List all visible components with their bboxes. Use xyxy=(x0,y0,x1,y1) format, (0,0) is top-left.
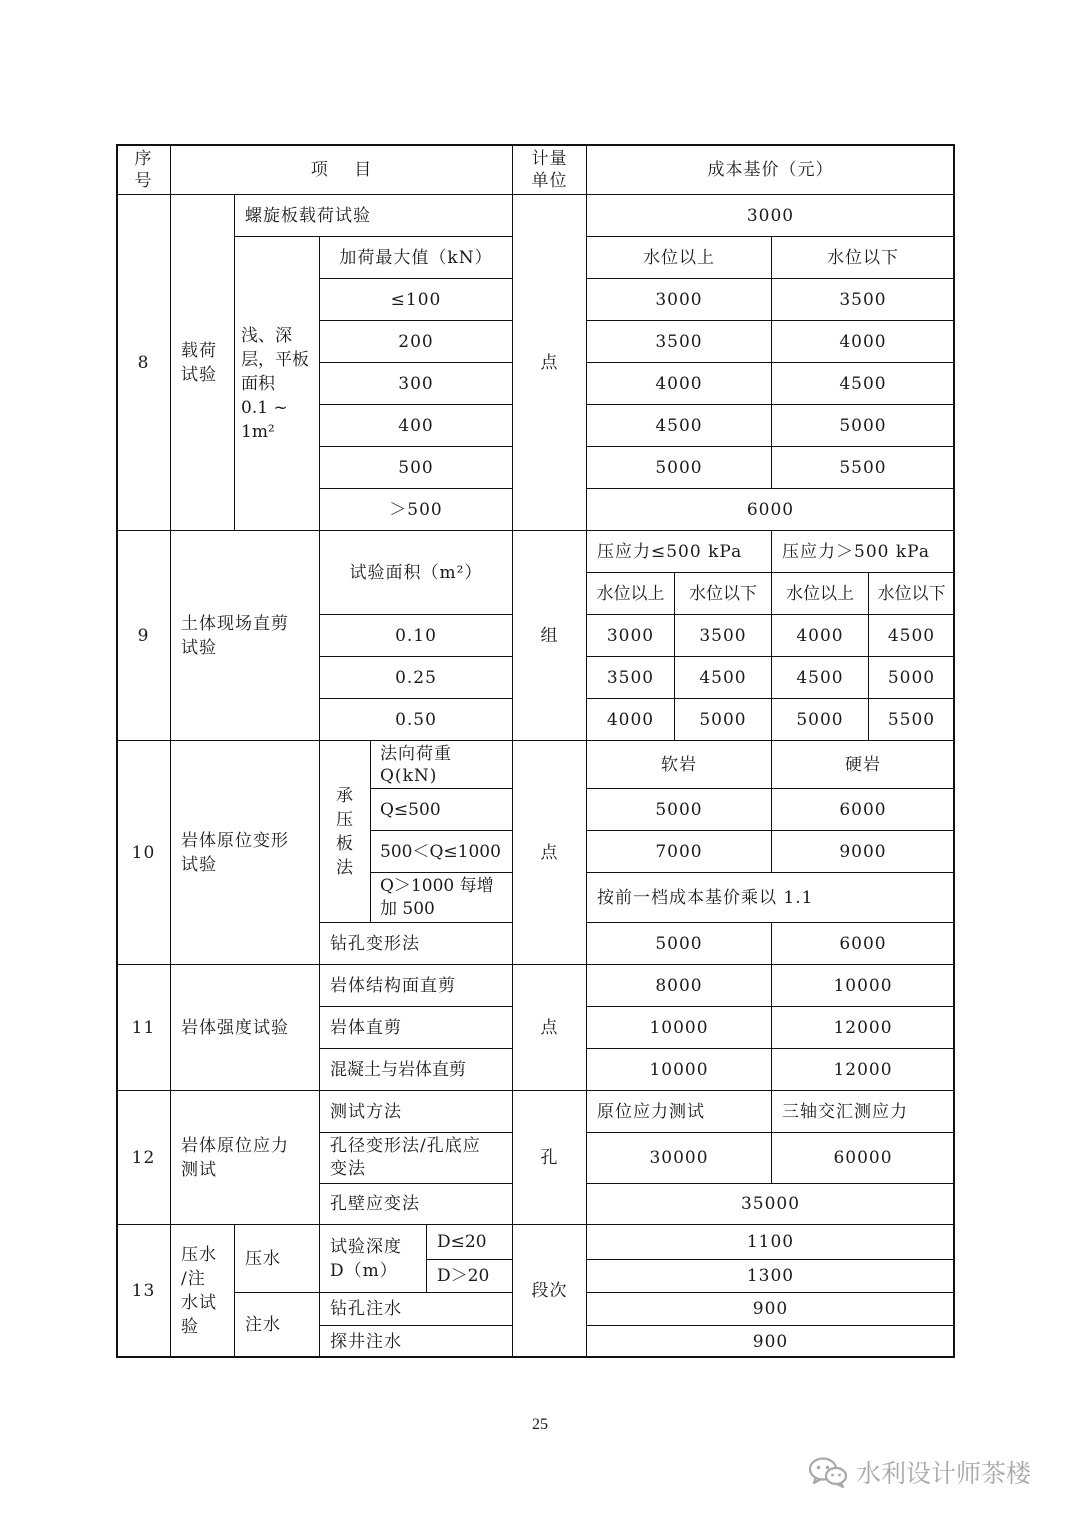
row10-hard-value: 9000 xyxy=(771,830,955,873)
row9-value: 5000 xyxy=(674,698,772,741)
row8-plate-desc: 浅、深 层，平板 面积 0.1 ~ 1m² xyxy=(234,236,320,531)
row12-insitu-value: 30000 xyxy=(586,1132,772,1184)
row9-below-header: 水位以下 xyxy=(868,572,955,615)
row13-depth-header: 试验深度 D（m） xyxy=(319,1224,427,1293)
row8-above-header: 水位以上 xyxy=(586,236,772,279)
row13-price: 900 xyxy=(586,1325,955,1358)
row11-item: 混凝土与岩体直剪 xyxy=(319,1048,513,1091)
row11-value: 12000 xyxy=(771,1048,955,1091)
row9-above-header: 水位以上 xyxy=(586,572,675,615)
row8-below-value: 4000 xyxy=(771,320,955,363)
row11-item: 岩体结构面直剪 xyxy=(319,964,513,1007)
row10-q-range: Q≤500 xyxy=(370,788,513,831)
row10-increment-note: 按前一档成本基价乘以 1.1 xyxy=(586,872,955,923)
row13-category: 压水 /注 水试 验 xyxy=(170,1224,235,1358)
row9-value: 4500 xyxy=(868,614,955,657)
row9-area-header: 试验面积（m²） xyxy=(319,530,513,615)
row11-value: 10000 xyxy=(586,1048,772,1091)
row10-name: 岩体原位变形 试验 xyxy=(170,740,320,965)
row8-load-over: ＞500 xyxy=(319,488,513,531)
row10-q-range: 500＜Q≤1000 xyxy=(370,830,513,873)
row9-value: 3500 xyxy=(674,614,772,657)
page-number: 25 xyxy=(532,1416,548,1433)
row13-price: 1300 xyxy=(586,1259,955,1293)
row9-area: 0.50 xyxy=(319,698,513,741)
row8-load: 500 xyxy=(319,446,513,489)
row13-seq: 13 xyxy=(116,1224,171,1358)
row9-value: 4000 xyxy=(586,698,675,741)
row11-value: 8000 xyxy=(586,964,772,1007)
header-unit: 计量 单位 xyxy=(512,144,587,195)
row9-seq: 9 xyxy=(116,530,171,741)
row8-unit: 点 xyxy=(512,194,587,531)
row13-water-injection: 注水 xyxy=(234,1292,320,1358)
row11-seq: 11 xyxy=(116,964,171,1091)
row8-below-value: 5000 xyxy=(771,404,955,447)
row8-above-value: 5000 xyxy=(586,446,772,489)
row10-soft-value: 5000 xyxy=(586,922,772,965)
row10-unit: 点 xyxy=(512,740,587,965)
row8-below-value: 3500 xyxy=(771,278,955,321)
row9-value: 5500 xyxy=(868,698,955,741)
row10-load-header: 法向荷重 Q(kN) xyxy=(370,740,513,789)
row9-value: 5000 xyxy=(868,656,955,699)
row9-above-header: 水位以上 xyxy=(771,572,869,615)
row9-below-header: 水位以下 xyxy=(674,572,772,615)
row9-unit: 组 xyxy=(512,530,587,741)
row11-name: 岩体强度试验 xyxy=(170,964,320,1091)
row9-area: 0.25 xyxy=(319,656,513,699)
row8-below-value: 4500 xyxy=(771,362,955,405)
watermark-text: 水利设计师茶楼 xyxy=(856,1459,1032,1488)
row10-q-range: Q＞1000 每增 加 500 xyxy=(370,872,513,923)
row12-method: 孔径变形法/孔底应 变法 xyxy=(319,1132,513,1184)
row13-depth-range: D≤20 xyxy=(426,1224,513,1260)
row12-wall-strain-price: 35000 xyxy=(586,1183,955,1225)
row13-pressure-water: 压水 xyxy=(234,1224,320,1293)
row11-value: 10000 xyxy=(586,1006,772,1049)
row8-load: 200 xyxy=(319,320,513,363)
row9-stress-high: 压应力＞500 kPa xyxy=(771,530,955,573)
row11-value: 12000 xyxy=(771,1006,955,1049)
row10-seq: 10 xyxy=(116,740,171,965)
row9-area: 0.10 xyxy=(319,614,513,657)
row13-depth-range: D＞20 xyxy=(426,1259,513,1293)
row10-hard-rock-header: 硬岩 xyxy=(771,740,955,789)
row13-price: 900 xyxy=(586,1292,955,1326)
row8-load: 300 xyxy=(319,362,513,405)
row9-value: 3000 xyxy=(586,614,675,657)
row9-value: 4000 xyxy=(771,614,869,657)
row11-value: 10000 xyxy=(771,964,955,1007)
row11-item: 岩体直剪 xyxy=(319,1006,513,1049)
row9-value: 4500 xyxy=(771,656,869,699)
row8-above-value: 4000 xyxy=(586,362,772,405)
row13-price: 1100 xyxy=(586,1224,955,1260)
row8-category: 载荷 试验 xyxy=(170,194,235,531)
row12-triaxial-value: 60000 xyxy=(771,1132,955,1184)
row8-load: ≤100 xyxy=(319,278,513,321)
row9-value: 5000 xyxy=(771,698,869,741)
row12-insitu-header: 原位应力测试 xyxy=(586,1090,772,1133)
row10-soft-value: 7000 xyxy=(586,830,772,873)
row8-above-value: 4500 xyxy=(586,404,772,447)
row13-unit: 段次 xyxy=(512,1224,587,1358)
row12-method-header: 测试方法 xyxy=(319,1090,513,1133)
row8-load-header: 加荷最大值（kN） xyxy=(319,236,513,279)
row10-soft-value: 5000 xyxy=(586,788,772,831)
row12-method: 孔壁应变法 xyxy=(319,1183,513,1225)
row8-below-header: 水位以下 xyxy=(771,236,955,279)
row10-soft-rock-header: 软岩 xyxy=(586,740,772,789)
row12-triaxial-header: 三轴交汇测应力 xyxy=(771,1090,955,1133)
row10-bearing-plate-method: 承 压 板 法 xyxy=(319,740,371,923)
watermark xyxy=(808,1452,1031,1492)
row12-seq: 12 xyxy=(116,1090,171,1225)
header-item: 项 目 xyxy=(170,144,513,195)
row10-drill-method: 钻孔变形法 xyxy=(319,922,513,965)
row12-unit: 孔 xyxy=(512,1090,587,1225)
row13-injection-method: 钻孔注水 xyxy=(319,1292,513,1326)
row12-name: 岩体原位应力 测试 xyxy=(170,1090,320,1225)
wechat-icon xyxy=(808,1456,848,1488)
row9-value: 3500 xyxy=(586,656,675,699)
row8-spiral-plate-test: 螺旋板载荷试验 xyxy=(234,194,513,237)
row11-unit: 点 xyxy=(512,964,587,1091)
row8-over-price: 6000 xyxy=(586,488,955,531)
row8-above-value: 3500 xyxy=(586,320,772,363)
header-seq: 序 号 xyxy=(116,144,171,195)
row13-injection-method: 探井注水 xyxy=(319,1325,513,1358)
header-price: 成本基价（元） xyxy=(586,144,955,195)
row8-above-value: 3000 xyxy=(586,278,772,321)
row8-below-value: 5500 xyxy=(771,446,955,489)
row9-name: 土体现场直剪 试验 xyxy=(170,530,320,741)
row8-load: 400 xyxy=(319,404,513,447)
row9-stress-low: 压应力≤500 kPa xyxy=(586,530,772,573)
row10-hard-value: 6000 xyxy=(771,788,955,831)
row9-value: 4500 xyxy=(674,656,772,699)
row8-seq: 8 xyxy=(116,194,171,531)
row8-spiral-price: 3000 xyxy=(586,194,955,237)
row10-hard-value: 6000 xyxy=(771,922,955,965)
